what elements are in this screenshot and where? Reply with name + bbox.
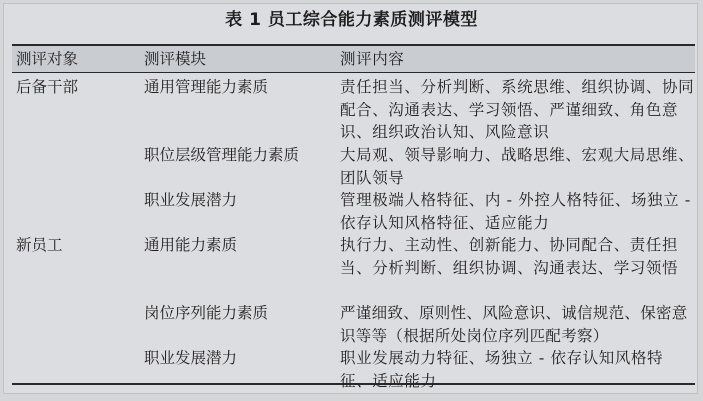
row-4-target: 新员工 [16,236,63,254]
row-4-content: 执行力、主动性、创新能力、协同配合、责任担当、分析判断、组织协调、沟通表达、学习领悟 [340,236,679,277]
table-top-rule [12,44,695,46]
table-header-rule [12,72,695,73]
table-title: 表 1 员工综合能力素质测评模型 [225,10,478,30]
row-2-content: 大局观、领导影响力、战略思维、宏观大局思维、团队领导 [340,146,695,187]
header-content: 测评内容 [340,50,405,68]
row-6-module: 职业发展潜力 [144,349,238,367]
row-1-module: 通用管理能力素质 [144,78,269,96]
row-6-content: 职业发展动力特征、场独立 - 依存认知风格特征、适应能力 [340,349,664,390]
row-1-content: 责任担当、分析判断、系统思维、组织协调、协同配合、沟通表达、学习领悟、严谨细致、角色意识、组织政治认知、风险意识 [340,78,695,141]
row-1-target: 后备干部 [16,78,79,96]
row-3-content: 管理极端人格特征、内 - 外控人格特征、场独立 - 依存认知风格特征、适应能力 [340,191,691,232]
row-5-module: 岗位序列能力素质 [144,304,269,322]
row-5-content: 严谨细致、原则性、风险意识、诚信规范、保密意识等等（根据所处岗位序列匹配考察） [340,304,688,345]
header-module: 测评模块 [144,50,207,68]
header-target: 测评对象 [16,50,79,68]
row-2-module: 职位层级管理能力素质 [144,146,300,164]
row-4-module: 通用能力素质 [144,236,238,254]
row-3-module: 职业发展潜力 [144,191,238,209]
